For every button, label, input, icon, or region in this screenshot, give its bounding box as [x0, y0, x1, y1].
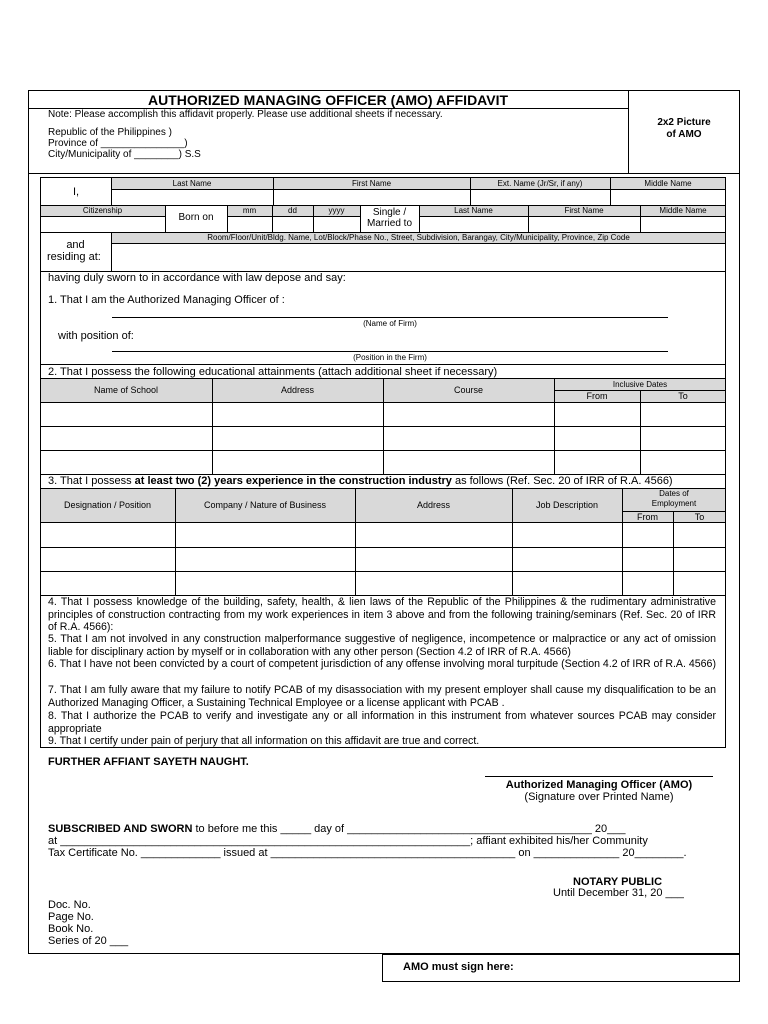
exp-header-from: From: [637, 512, 658, 522]
exp-header-to: To: [694, 512, 705, 522]
statement-4: 4. That I possess knowledge of the building, safety, health, & lien laws of the Republic of the Philippines & the rudimentary administrative principles of construction contracting from my work experiences in item 3 above and from the following training/seminars (Ref. Sec. 20 of IRR of R.A. 4566):: [48, 596, 716, 633]
header-bottom-line: [28, 173, 740, 174]
at-line: at ___________________________________________________________________; affiant exhibited his/her Community: [48, 835, 648, 847]
firm-caption: (Name of Firm): [363, 319, 417, 328]
page-no: Page No.: [48, 911, 94, 923]
sworn-text: having duly sworn to in accordance with law depose and say:: [48, 272, 346, 284]
doc-no: Doc. No.: [48, 899, 91, 911]
spouse-last-name-header: Last Name: [454, 206, 493, 215]
edu-header-address: Address: [280, 385, 315, 395]
notary-public-label: NOTARY PUBLIC: [573, 876, 663, 888]
first-name-header: First Name: [351, 179, 392, 188]
book-no: Book No.: [48, 923, 94, 935]
picture-label-1: 2x2 Picture: [657, 117, 711, 128]
statement-7: 7. That I am fully aware that my failure to notify PCAB of my disassociation with my present employer shall cause my disqualification to be an Authorized Managing Officer, a Sustaining Technical Employee or a license applicant with PCAB .: [48, 684, 716, 709]
statement-6: 6. That I have not been convicted by a court of competent jurisdiction of any offense involving moral turpitude (Section 4.2 of IRR of R.A. 4566): [48, 658, 716, 670]
mm-header: mm: [242, 206, 257, 215]
statement-8: 8. That I authorize the PCAB to verify and investigate any or all information in this instrument from whatever sources PCAB may consider appropriate: [48, 710, 716, 735]
amo-signature-title: Authorized Managing Officer (AMO): [505, 779, 693, 791]
item-1-text: 1. That I am the Authorized Managing Officer of :: [48, 294, 285, 306]
spouse-middle-name-header: Middle Name: [659, 206, 707, 215]
ext-name-header: Ext. Name (Jr/Sr, if any): [497, 179, 583, 188]
position-line: [112, 351, 668, 352]
subscribed-line: SUBSCRIBED AND SWORN to before me this _____ day of ________________________________________ 20___: [48, 823, 626, 835]
picture-label-2: of AMO: [666, 129, 702, 140]
notary-until: Until December 31, 20 ___: [553, 887, 684, 899]
residing-label: residing at:: [47, 251, 101, 263]
and-label: and: [66, 239, 85, 251]
note-text: Note: Please accomplish this affidavit properly. Please use additional sheets if necessary.: [48, 109, 443, 120]
firm-name-line: [112, 317, 668, 318]
spouse-first-name-header: First Name: [564, 206, 604, 215]
single-married-label-2: Married to: [366, 218, 412, 229]
item-2-text: 2. That I possess the following educational attainments (attach additional sheet if necessary): [48, 366, 498, 378]
republic-line: Republic of the Philippines ): [48, 127, 172, 138]
city-line: City/Municipality of ________) S.S: [48, 149, 201, 160]
page-title: AUTHORIZED MANAGING OFFICER (AMO) AFFIDAVIT: [147, 92, 509, 108]
position-label: with position of:: [58, 330, 134, 342]
middle-name-header: Middle Name: [644, 179, 692, 188]
address-header: Room/Floor/Unit/Bldg. Name, Lot/Block/Phase No., Street, Subdivision, Barangay, City/Municipality, Province, Zip Code: [207, 233, 630, 242]
edu-header-from: From: [586, 391, 608, 401]
statement-5: 5. That I am not involved in any construction malperformance suggestive of negligence, incompetence or malpractice or any act of omission liable for disciplinary action by myself or in collaboration with any other person (Section 4.2 of IRR of R.A. 4566): [48, 633, 716, 658]
exp-header-job: Job Description: [535, 500, 599, 510]
province-line: Province of _______________): [48, 138, 188, 149]
born-on-label: Born on: [178, 212, 214, 223]
i-label: I,: [72, 186, 80, 198]
dd-header: dd: [288, 206, 297, 215]
last-name-header: Last Name: [172, 179, 212, 188]
further-affiant: FURTHER AFFIANT SAYETH NAUGHT.: [48, 756, 249, 768]
citizenship-header: Citizenship: [82, 206, 123, 215]
edu-header-inclusive: Inclusive Dates: [612, 380, 668, 389]
edu-header-course: Course: [453, 385, 483, 395]
exp-header-designation: Designation / Position: [63, 500, 152, 510]
exp-header-dates-1: Dates of: [659, 489, 689, 498]
edu-header-school: Name of School: [93, 385, 159, 395]
edu-header-to: To: [678, 391, 688, 401]
single-married-label-1: Single /: [372, 207, 407, 218]
tax-certificate-line: Tax Certificate No. _____________ issued at ________________________________________ on ______________ 20________.: [48, 847, 687, 859]
series-no: Series of 20 ___: [48, 935, 129, 947]
item-3-text: 3. That I possess at least two (2) years experience in the construction industry as follows (Ref. Sec. 20 of IRR of R.A. 4566): [48, 475, 673, 487]
exp-header-dates-2: Employment: [651, 499, 697, 508]
yyyy-header: yyyy: [328, 206, 345, 215]
exp-header-company: Company / Nature of Business: [203, 500, 327, 510]
exp-header-address: Address: [416, 500, 451, 510]
position-caption: (Position in the Firm): [353, 353, 427, 362]
amo-signature-line: [485, 776, 713, 777]
amo-sign-label: AMO must sign here:: [403, 961, 514, 973]
amo-signature-sub: (Signature over Printed Name): [524, 791, 674, 803]
statement-9: 9. That I certify under pain of perjury that all information on this affidavit are true and correct.: [48, 735, 480, 747]
